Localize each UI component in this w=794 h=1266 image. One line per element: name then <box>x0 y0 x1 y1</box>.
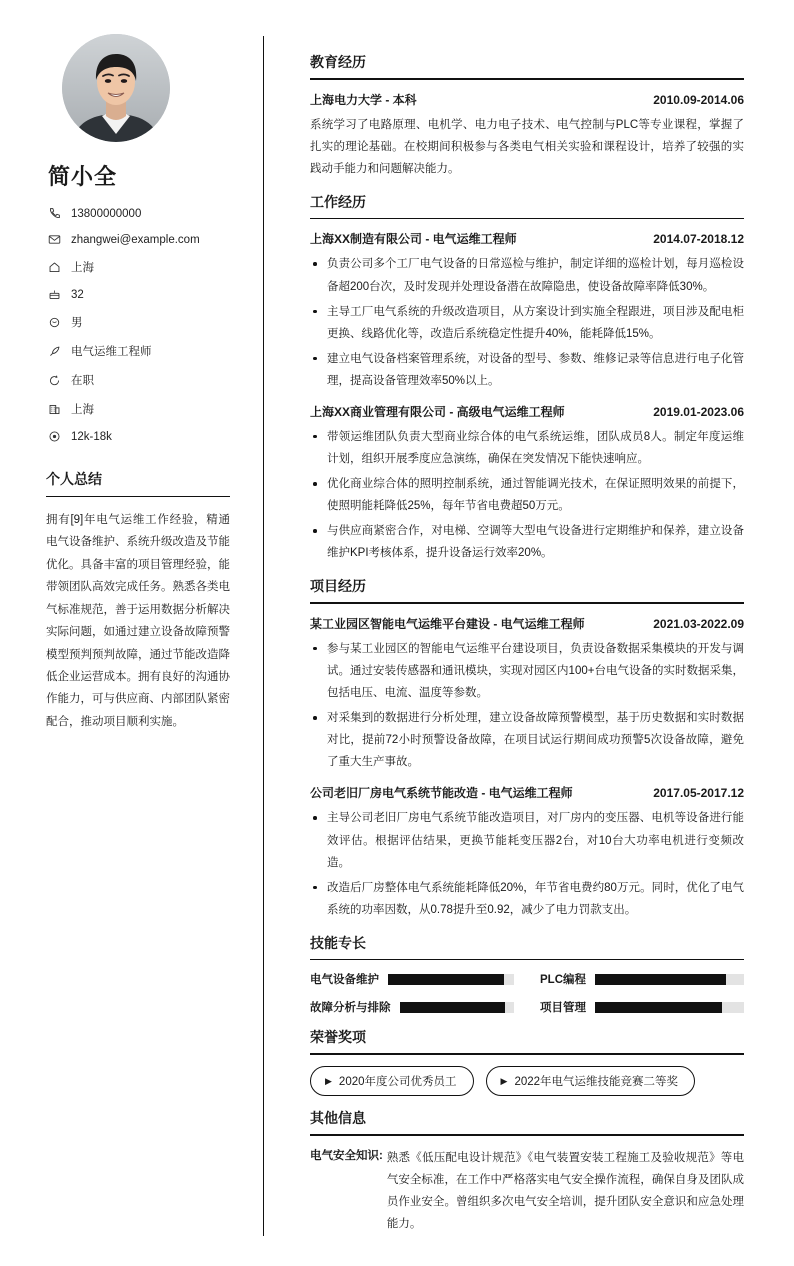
phone-icon <box>46 207 62 220</box>
entry-date: 2019.01-2023.06 <box>653 404 744 419</box>
status-icon <box>46 374 62 387</box>
entry-header <box>310 403 744 420</box>
entry-header <box>310 230 744 247</box>
other-label: 电气安全知识: <box>310 1149 383 1162</box>
skill-bar <box>388 974 514 985</box>
main-content <box>264 26 794 1266</box>
award-chip <box>310 1066 474 1096</box>
bullet-item: 建立电气设备档案管理系统，对设备的型号、参数、维修记录等信息进行电子化管理，提高设备管理效率50%以上。 <box>310 348 744 392</box>
entry-title: 上海XX商业管理有限公司 - 高级电气运维工程师 <box>310 404 565 419</box>
bullet-item: 主导公司老旧厂房电气系统节能改造项目，对厂房内的变压器、电机等设备进行能效评估。根据评估结果，更换节能耗变压器2台，对10台大功率电机进行变频改造。 <box>310 807 744 873</box>
section-projects <box>310 576 744 920</box>
contact-value: 上海 <box>71 262 94 274</box>
bullet-item: 改造后厂房整体电气系统能耗降低20%，年节省电费约80万元。同时，优化了电气系统的功率因数，从0.78提升至0.92，减少了电力罚款支出。 <box>310 877 744 921</box>
building-icon <box>46 403 62 416</box>
home-icon <box>46 261 62 274</box>
skill-fill <box>595 974 726 985</box>
entry-date: 2010.09-2014.06 <box>653 92 744 107</box>
entry-title: 公司老旧厂房电气系统节能改造 - 电气运维工程师 <box>310 786 573 801</box>
skill-bar <box>400 1002 515 1013</box>
awards-list <box>310 1066 744 1096</box>
other-entry <box>310 1147 744 1235</box>
education-entry <box>310 91 744 180</box>
skills-divider <box>310 959 744 961</box>
education-heading: 教育经历 <box>310 54 366 70</box>
avatar <box>62 34 170 142</box>
education-divider <box>310 78 744 80</box>
bullet-item: 与供应商紧密合作，对电梯、空调等大型电气设备进行定期维护和保养，建立设备维护KPI考核体系，提升设备运行效率20%。 <box>310 520 744 564</box>
entry-date: 2021.03-2022.09 <box>653 616 744 631</box>
entry-header <box>310 91 744 108</box>
skill-fill <box>400 1002 505 1013</box>
candidate-name: 简小全 <box>48 164 118 189</box>
contact-age <box>46 288 230 301</box>
envelope-icon <box>46 233 62 246</box>
projects-divider <box>310 602 744 604</box>
skill-fill <box>388 974 504 985</box>
entry-bullets <box>310 253 744 391</box>
sidebar <box>0 26 264 1266</box>
triangle-right-icon: ▶ <box>325 1075 332 1086</box>
contact-salary <box>46 430 230 443</box>
triangle-right-icon: ▶ <box>500 1075 508 1086</box>
salary-icon <box>46 430 62 443</box>
work-entry <box>310 403 744 564</box>
contact-status <box>46 372 230 388</box>
project-entry <box>310 784 744 920</box>
skill-fill <box>595 1002 722 1013</box>
entry-bullets <box>310 426 744 564</box>
contact-value: 13800000000 <box>71 207 142 220</box>
skill-bar <box>595 1002 744 1013</box>
entry-bullets <box>310 638 744 773</box>
work-heading: 工作经历 <box>310 193 366 210</box>
other-heading: 其他信息 <box>310 1110 366 1126</box>
contact-gender <box>46 314 230 330</box>
cake-icon <box>46 288 62 301</box>
entry-date: 2017.05-2017.12 <box>653 786 744 801</box>
skill-item <box>310 971 514 987</box>
section-awards <box>310 1027 744 1096</box>
skill-item <box>540 971 744 987</box>
contact-value: 电气运维工程师 <box>71 346 152 358</box>
award-label: 2022年电气运维技能竞赛二等奖 <box>514 1076 679 1088</box>
skills-heading: 技能专长 <box>310 934 366 951</box>
other-divider <box>310 1134 744 1136</box>
entry-title: 上海电力大学 - 本科 <box>310 92 417 107</box>
entry-date: 2014.07-2018.12 <box>653 232 744 247</box>
skill-item <box>310 999 514 1015</box>
entry-header <box>310 615 744 632</box>
awards-heading: 荣誉奖项 <box>310 1029 366 1046</box>
section-education <box>310 52 744 180</box>
skill-item <box>540 999 744 1015</box>
contact-list <box>46 207 230 443</box>
contact-email <box>46 233 230 246</box>
bullet-item: 优化商业综合体的照明控制系统，通过智能调光技术，在保证照明效果的前提下，使照明能耗降低25%，每年节省电费超50万元。 <box>310 473 744 517</box>
bullet-item: 带领运维团队负责大型商业综合体的电气系统运维，团队成员8人。制定年度运维计划，组织开展季度应急演练，确保在突发情况下能快速响应。 <box>310 426 744 470</box>
awards-divider <box>310 1053 744 1055</box>
contact-city <box>46 259 230 275</box>
bullet-item: 主导工厂电气系统的升级改造项目，从方案设计到实施全程跟进，项目涉及配电柜更换、线路优化等，改造后系统稳定性提升40%，能耗降低15%。 <box>310 301 744 345</box>
contact-value: 男 <box>71 317 83 329</box>
contact-phone <box>46 207 230 220</box>
award-chip <box>486 1066 696 1096</box>
contact-value: zhangwei@example.com <box>71 233 200 246</box>
contact-value: 上海 <box>71 404 94 416</box>
section-skills <box>310 933 744 1016</box>
contact-value: 12k-18k <box>71 430 112 443</box>
project-entry <box>310 615 744 773</box>
skills-grid <box>310 971 744 1015</box>
contact-value: 32 <box>71 288 84 301</box>
other-text: 熟悉《低压配电设计规范》《电气装置安装工程施工及验收规范》等电气安全标准，在工作中严格落实电气安全操作流程，确保自身及团队成员作业安全。曾组织多次电气安全培训，提升团队安全意识和应急处理能力。 <box>386 1151 744 1230</box>
skill-label: 项目管理 <box>540 1002 586 1015</box>
gender-icon <box>46 316 62 329</box>
summary-divider <box>46 496 230 497</box>
entry-header <box>310 784 744 801</box>
entry-title: 某工业园区智能电气运维平台建设 - 电气运维工程师 <box>310 616 585 631</box>
summary-text: 拥有[9]年电气运维工作经验，精通电气设备维护、系统升级改造及节能优化。具备丰富的项目管理经验，能带领团队高效完成任务。熟悉各类电气标准规范，善于运用数据分析解决实际问题，如通过建立设备故障预警模型预判预判故障，通过节能改造降低企业运营成本。拥有良好的沟通协作能力，可与供应商、内部团队紧密配合，推动项目顺利实施。 <box>46 514 230 728</box>
contact-position <box>46 343 230 359</box>
work-entry <box>310 230 744 391</box>
skill-label: PLC编程 <box>540 974 586 987</box>
section-work <box>310 192 744 565</box>
section-other <box>310 1108 744 1235</box>
skill-bar <box>595 974 744 985</box>
rocket-icon <box>46 345 62 358</box>
entry-description: 系统学习了电路原理、电机学、电力电子技术、电气控制与PLC等专业课程，掌握了扎实的理论基础。在校期间积极参与各类电气相关实验和课程设计，培养了较强的实践动手能力和问题解决能力。 <box>310 118 744 175</box>
summary-heading: 个人总结 <box>46 471 102 487</box>
skill-label: 故障分析与排除 <box>310 1002 391 1015</box>
contact-value: 在职 <box>71 375 94 387</box>
entry-bullets <box>310 807 744 920</box>
entry-title: 上海XX制造有限公司 - 电气运维工程师 <box>310 232 517 247</box>
award-label: 2020年度公司优秀员工 <box>338 1076 457 1088</box>
projects-heading: 项目经历 <box>310 578 366 595</box>
contact-workplace <box>46 401 230 417</box>
work-divider <box>310 218 744 220</box>
skill-label: 电气设备维护 <box>310 974 379 987</box>
bullet-item: 对采集到的数据进行分析处理，建立设备故障预警模型，基于历史数据和实时数据对比，提前72小时预警设备故障，在项目试运行期间成功预警5次设备故障，避免了重大生产事故。 <box>310 707 744 773</box>
bullet-item: 负责公司多个工厂电气设备的日常巡检与维护，制定详细的巡检计划，每月巡检设备超200台次，及时发现并处理设备潜在故障隐患，使设备故障率降低30%。 <box>310 253 744 297</box>
bullet-item: 参与某工业园区的智能电气运维平台建设项目，负责设备数据采集模块的开发与调试。通过安装传感器和通讯模块，实现对园区内100+台电气设备的实时数据采集，包括电压、电流、温度等参数。 <box>310 638 744 704</box>
